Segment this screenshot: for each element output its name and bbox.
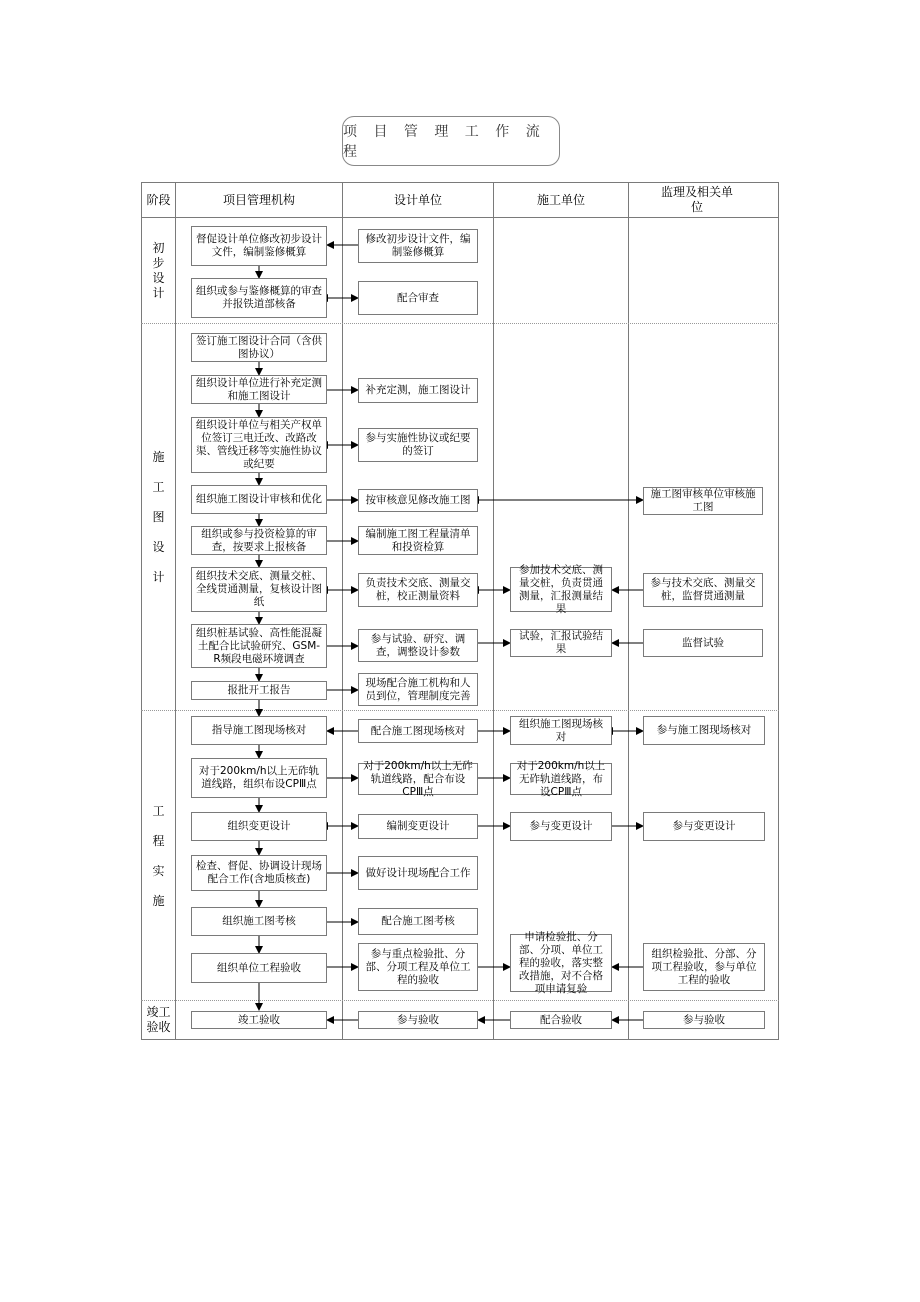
pm-sign-contract-box: 签订施工图设计合同（含供图协议）: [191, 333, 327, 362]
pm-drawing-review-box: 组织施工图设计审核和优化: [191, 485, 327, 514]
pm-technical-briefing-box: 组织技术交底、测量交桩、全线贯通测量，复核设计图纸: [191, 567, 327, 612]
supervision-unit-acceptance-box: 组织检验批、分部、分项工程验收，参与单位工程的验收: [643, 943, 765, 991]
pm-cp3-points-box: 对于200km/h以上无砟轨道线路，组织布设CPⅢ点: [191, 758, 327, 798]
pm-guide-site-check-box: 指导施工图现场核对: [191, 716, 327, 745]
design-revise-preliminary-box: 修改初步设计文件，编制鉴修概算: [358, 229, 478, 263]
design-on-site-box: 现场配合施工机构和人员到位，管理制度完善: [358, 673, 478, 706]
design-revise-drawing-box: 按审核意见修改施工图: [358, 489, 478, 512]
header-supervision: 监理及相关单位: [660, 185, 733, 214]
pm-drawing-assessment-box: 组织施工图考核: [191, 907, 327, 936]
construction-cp3-points-box: 对于200km/h以上无砟轨道线路，布设CPⅢ点: [510, 763, 612, 795]
pm-supervise-preliminary-design-box: 督促设计单位修改初步设计文件，编制鉴修概算: [191, 226, 327, 266]
design-cp3-points-box: 对于200km/h以上无砟轨道线路，配合布设CPⅢ点: [358, 763, 478, 795]
design-site-work-box: 做好设计现场配合工作: [358, 856, 478, 890]
stage-completion-acceptance: 竣工验收: [146, 1005, 171, 1034]
design-change-design-box: 编制变更设计: [358, 814, 478, 839]
design-completion-box: 参与验收: [358, 1011, 478, 1029]
supervision-completion-box: 参与验收: [643, 1011, 765, 1029]
design-quantity-list-box: 编制施工图工程量清单和投资检算: [358, 526, 478, 555]
pm-coordinate-site-box: 检查、督促、协调设计现场配合工作(含地质核查): [191, 855, 327, 891]
header-stage: 阶段: [146, 192, 171, 207]
header-design: 设计单位: [393, 192, 442, 207]
pm-organize-survey-box: 组织设计单位进行补充定测和施工图设计: [191, 375, 327, 404]
construction-technical-briefing-box: 参加技术交底、测量交桩，负责贯通测量，汇报测量结果: [510, 567, 612, 612]
design-agreements-box: 参与实施性协议或纪要的签订: [358, 428, 478, 462]
construction-change-design-box: 参与变更设计: [510, 812, 612, 841]
design-drawing-assessment-box: 配合施工图考核: [358, 908, 478, 935]
header-pm: 项目管理机构: [222, 192, 295, 207]
pm-unit-acceptance-box: 组织单位工程验收: [191, 953, 327, 983]
page-title: 项 目 管 理 工 作 流 程: [342, 116, 560, 166]
pm-test-research-box: 组织桩基试验、高性能混凝土配合比试验研究、GSM-R频段电磁环境调查: [191, 624, 327, 668]
design-survey-box: 补充定测，施工图设计: [358, 378, 478, 403]
stage-construction-drawing-design: 施工图设计: [152, 450, 165, 584]
pm-sign-agreements-box: 组织设计单位与相关产权单位签订三电迁改、改路改渠、管线迁移等实施性协议或纪要: [191, 417, 327, 473]
pm-review-estimate-box: 组织或参与鉴修概算的审查并报铁道部核备: [191, 278, 327, 318]
header-construction: 施工单位: [536, 192, 585, 207]
stage-project-implementation: 工程实施: [152, 803, 165, 908]
pm-investment-review-box: 组织或参与投资检算的审查，按要求上报核备: [191, 526, 327, 555]
pm-completion-box: 竣工验收: [191, 1011, 327, 1029]
construction-unit-acceptance-box: 申请检验批、分部、分项、单位工程的验收，落实整改措施，对不合格项申请复验: [510, 934, 612, 992]
construction-site-check-box: 组织施工图现场核对: [510, 716, 612, 745]
pm-start-report-box: 报批开工报告: [191, 681, 327, 700]
design-test-research-box: 参与试验、研究、调查，调整设计参数: [358, 629, 478, 662]
pm-change-design-box: 组织变更设计: [191, 812, 327, 841]
supervision-drawing-review-box: 施工图审核单位审核施工图: [643, 487, 763, 515]
supervision-test-box: 监督试验: [643, 629, 763, 657]
stage-preliminary-design: 初步设计: [152, 240, 165, 300]
construction-completion-box: 配合验收: [510, 1011, 612, 1029]
supervision-change-design-box: 参与变更设计: [643, 812, 765, 841]
construction-test-box: 试验，汇报试验结果: [510, 629, 612, 657]
design-assist-review-box: 配合审查: [358, 281, 478, 315]
supervision-technical-briefing-box: 参与技术交底、测量交桩，监督贯通测量: [643, 573, 763, 607]
design-technical-briefing-box: 负责技术交底、测量交桩，校正测量资料: [358, 573, 478, 607]
design-unit-acceptance-box: 参与重点检验批、分部、分项工程及单位工程的验收: [358, 943, 478, 991]
supervision-site-check-box: 参与施工图现场核对: [643, 716, 765, 745]
design-site-check-box: 配合施工图现场核对: [358, 719, 478, 743]
